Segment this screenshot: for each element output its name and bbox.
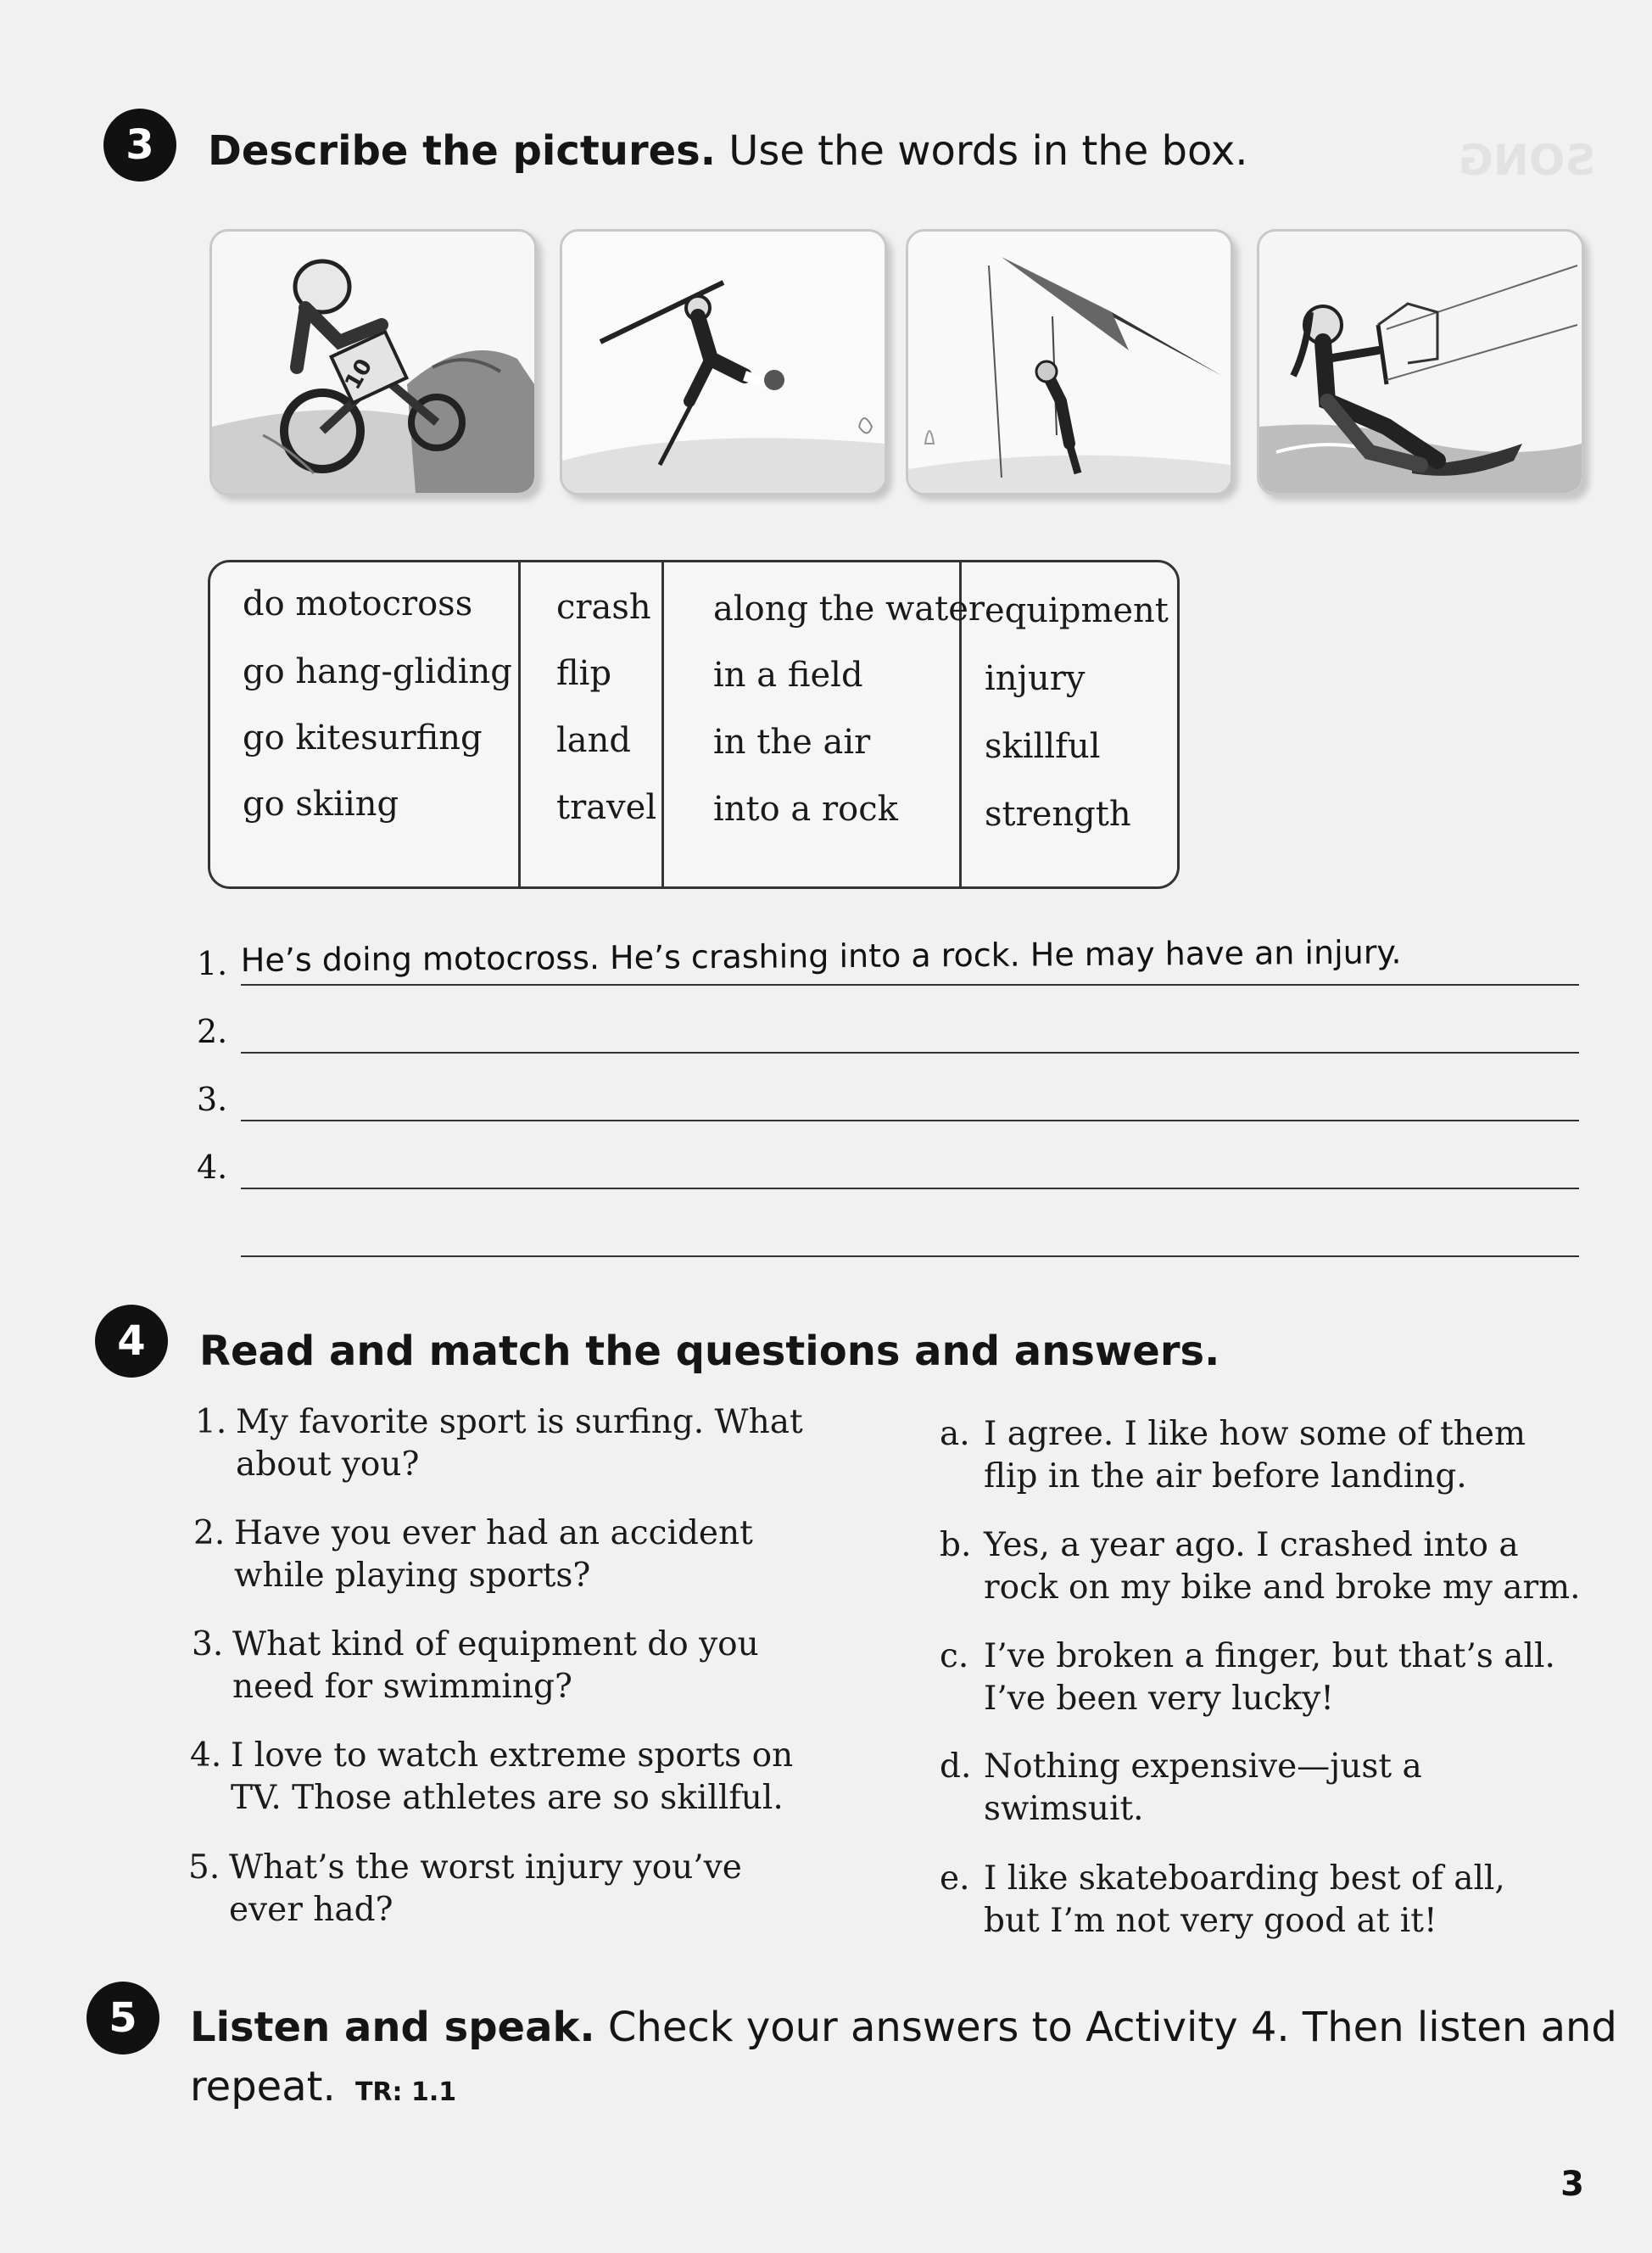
track-reference: TR: 1.1	[354, 2077, 457, 2107]
word-item: along the water	[713, 590, 985, 629]
word-box	[208, 560, 1180, 889]
activity-4-number: 4	[117, 1317, 146, 1365]
activity-5-title-rest: Check your answers to Activity 4. Then listen and	[594, 2004, 1617, 2051]
activity-5-badge	[87, 1982, 159, 2055]
response-letter: b.	[940, 1526, 972, 1564]
activity-3-title-bold: Describe the pictures.	[208, 127, 716, 175]
response-letter: a.	[940, 1415, 970, 1453]
response-text: rock on my bike and broke my arm.	[984, 1568, 1581, 1607]
question-text: ever had?	[229, 1891, 393, 1929]
response-text: Nothing expensive—just a	[984, 1747, 1422, 1786]
question-text: What kind of equipment do you	[232, 1625, 759, 1663]
activity-4-badge	[95, 1305, 168, 1378]
question-number: 4.	[190, 1736, 222, 1775]
question-text: TV. Those athletes are so skillful.	[231, 1779, 784, 1817]
answer-underline	[241, 1188, 1579, 1189]
word-item: crash	[556, 588, 651, 627]
response-text: but I’m not very good at it!	[984, 1902, 1437, 1940]
motocross-rider-crashing-picture	[209, 229, 537, 495]
answer-underline	[241, 1052, 1579, 1054]
word-box-divider	[661, 562, 664, 886]
activity-4-title: Read and match the questions and answers.	[199, 1328, 1220, 1375]
answer-underline	[241, 1255, 1579, 1257]
answer-line-3[interactable]	[197, 1077, 1579, 1128]
response-text: I agree. I like how some of them	[984, 1415, 1526, 1453]
answer-number: 1.	[197, 945, 228, 982]
response-text: I’ve been very lucky!	[984, 1680, 1334, 1718]
question-number: 3.	[192, 1625, 224, 1663]
response-text: Yes, a year ago. I crashed into a	[984, 1526, 1519, 1564]
question-text: need for swimming?	[232, 1668, 572, 1706]
activity-4-heading	[199, 1328, 1219, 1375]
answer-underline	[241, 984, 1579, 986]
activity-5-title-bold: Listen and speak.	[190, 2004, 595, 2051]
word-item: travel	[556, 788, 657, 827]
question-text: I love to watch extreme sports on	[231, 1736, 794, 1775]
question-text: Have you ever had an accident	[234, 1514, 753, 1552]
question-text: while playing sports?	[234, 1557, 591, 1595]
answer-line-2[interactable]	[197, 1009, 1579, 1060]
question-number: 1.	[195, 1403, 227, 1441]
response-text: I’ve broken a finger, but that’s all.	[984, 1637, 1555, 1675]
question-text: What’s the worst injury you’ve	[229, 1848, 742, 1887]
activity-5-number: 5	[109, 1994, 137, 2042]
word-item: in the air	[713, 723, 871, 762]
response-letter: d.	[940, 1747, 972, 1786]
page-number: 3	[1560, 2165, 1584, 2204]
hang-glider-picture	[906, 229, 1233, 495]
word-item: flip	[556, 654, 612, 693]
question-text: My favorite sport is surfing. What	[236, 1403, 803, 1441]
answer-underline	[241, 1120, 1579, 1121]
response-letter: c.	[940, 1637, 969, 1675]
bleed-through-text: SONG	[1459, 136, 1596, 185]
answer-line-4[interactable]	[197, 1145, 1579, 1196]
svg-text:10: 10	[340, 355, 378, 394]
skier-flipping-picture	[560, 229, 887, 495]
question-text: about you?	[236, 1445, 420, 1484]
activity-3-heading	[208, 127, 1248, 175]
word-item: go kitesurfing	[243, 718, 483, 758]
response-text: I like skateboarding best of all,	[984, 1859, 1505, 1898]
activity-3-number: 3	[126, 121, 154, 169]
response-text: flip in the air before landing.	[984, 1457, 1467, 1495]
word-item: go hang-gliding	[243, 652, 512, 691]
activity-5-heading-line-1	[190, 2004, 1617, 2051]
word-item: land	[556, 721, 632, 760]
kitesurfer-picture	[1257, 229, 1584, 495]
response-text: swimsuit.	[984, 1790, 1144, 1828]
question-number: 5.	[188, 1848, 220, 1887]
activity-3-title-rest: Use the words in the box.	[715, 127, 1248, 175]
word-item: in a field	[713, 656, 863, 695]
response-letter: e.	[940, 1859, 970, 1898]
word-item: injury	[985, 659, 1086, 698]
activity-3-badge	[103, 109, 176, 182]
question-number: 2.	[193, 1514, 226, 1552]
answer-line-1[interactable]	[197, 933, 1579, 992]
answer-number: 3.	[197, 1081, 228, 1118]
answer-line-5[interactable]	[197, 1213, 1579, 1264]
activity-5-title-rest-2: repeat.	[190, 2063, 336, 2110]
answer-number: 2.	[197, 1013, 228, 1050]
word-item: do motocross	[243, 584, 473, 623]
handwritten-answer: He’s doing motocross. He’s crashing into a rock. He may have an injury.	[240, 933, 1402, 979]
word-item: go skiing	[243, 785, 399, 824]
word-item: strength	[985, 795, 1131, 834]
word-item: equipment	[985, 591, 1169, 630]
word-box-divider	[518, 562, 521, 886]
word-item: into a rock	[713, 790, 898, 829]
answer-number: 4.	[197, 1149, 228, 1186]
activity-5-heading-line-2	[190, 2063, 456, 2110]
word-item: skillful	[985, 727, 1101, 766]
